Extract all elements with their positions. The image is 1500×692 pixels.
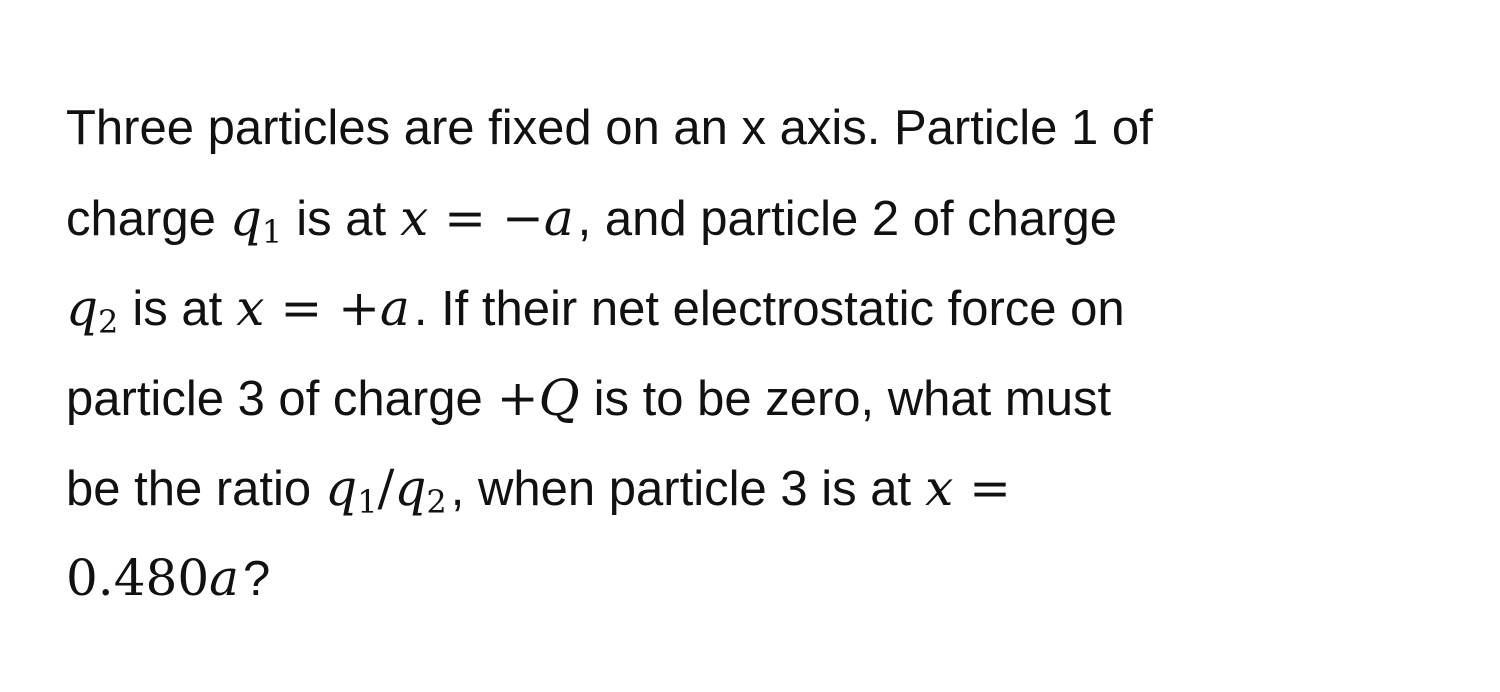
math-q1 [216,189,296,251]
q1-symbol: q [229,189,262,247]
line-2-post: , and particle 2 of charge [577,192,1118,246]
ratio-q1-symbol: q [325,459,358,517]
line-2-pre: charge [66,192,216,246]
line-4-post: is to be zero, what must [593,372,1112,426]
problem-line-1 [66,83,1446,173]
position-unit: a [209,549,239,607]
q2-symbol: q [66,279,99,337]
math-ratio [311,459,451,521]
q1-subscript: 1 [261,213,283,251]
problem-line-6 [66,533,1446,623]
line-1-text: Three particles are fixed on an x axis. Particle 1 of [66,101,1153,155]
ratio-q2-subscript: 2 [426,483,447,521]
math-x-eq: x = [925,459,1012,517]
math-plus-q: +Q [496,369,580,427]
line-6-post: ? [242,552,271,606]
line-4-pre: particle 3 of charge [66,372,483,426]
line-2-mid: is at [296,192,387,246]
math-x-eq-neg-a: x = −a [400,189,574,247]
line-3-mid: is at [132,282,223,336]
problem-line-4 [66,353,1446,443]
q2-subscript: 2 [98,303,119,341]
math-q2 [66,279,132,341]
problem-text [66,83,1446,623]
line-5-mid: , when particle 3 is at [450,462,912,516]
problem-line-2 [66,173,1446,263]
ratio-q1-subscript: 1 [357,483,378,521]
ratio-slash: / [377,459,395,517]
problem-line-3 [66,263,1446,353]
ratio-q2-symbol: q [394,459,427,517]
line-5-pre: be the ratio [66,462,312,516]
position-number: 0.480 [66,549,210,607]
math-x-eq-pos-a: x = +a [236,279,410,337]
line-3-post: . If their net electrostatic force on [413,282,1125,336]
math-position-value [66,549,243,607]
problem-line-5 [66,443,1446,533]
